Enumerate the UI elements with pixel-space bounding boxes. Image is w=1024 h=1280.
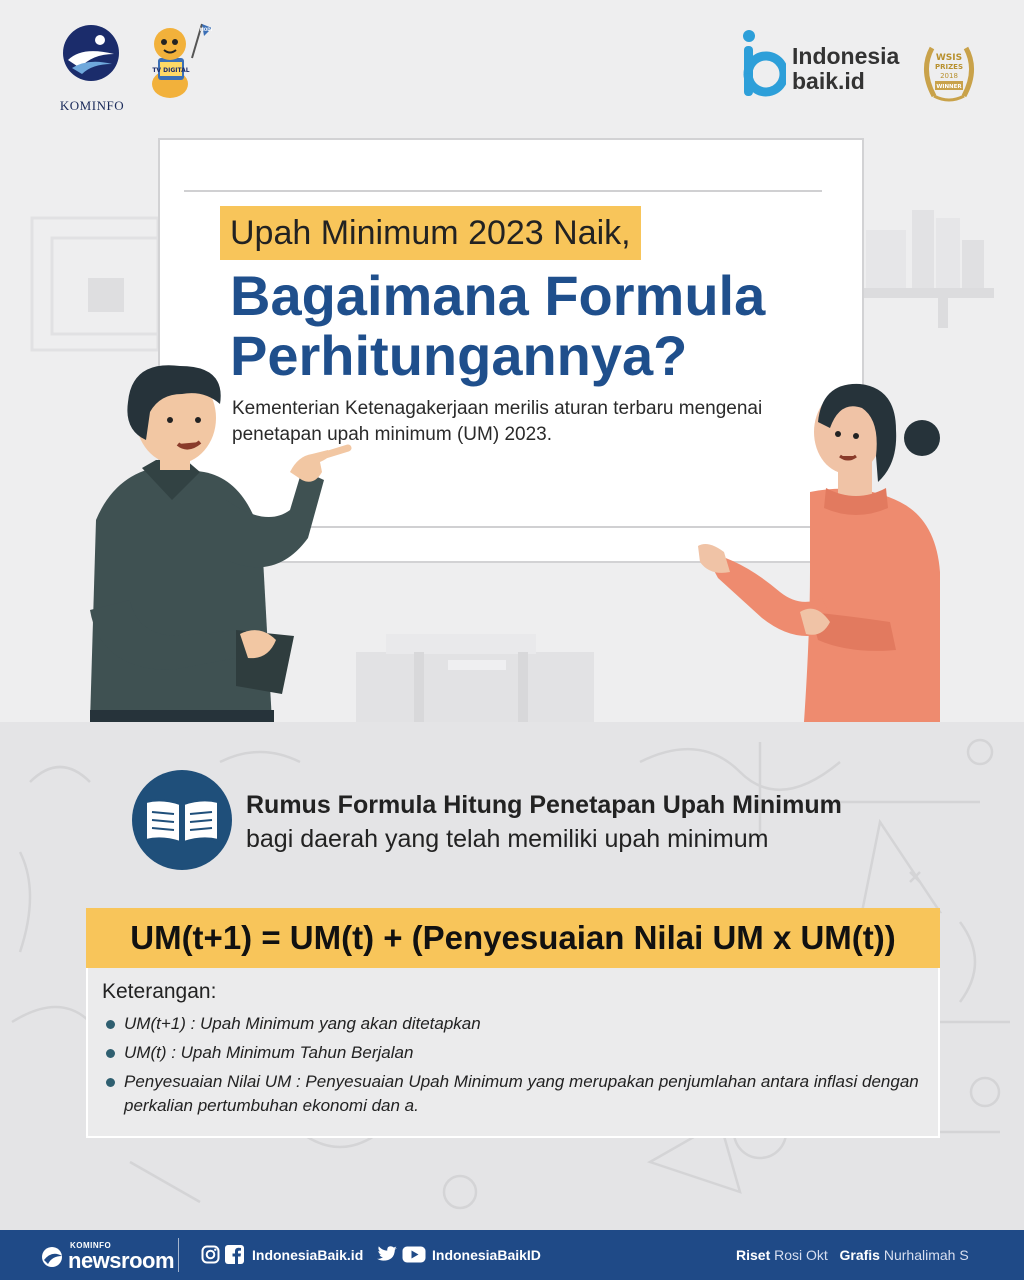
- footer-divider: [178, 1238, 179, 1272]
- youtube-icon[interactable]: [402, 1245, 426, 1264]
- brand-line-2: baik.id: [792, 68, 865, 94]
- mascot-screen-text: TV DIGITAL: [152, 67, 190, 74]
- bullet-icon: [106, 1049, 115, 1058]
- open-book-icon: [132, 770, 232, 870]
- newsroom-label: newsroom: [68, 1248, 175, 1273]
- formula-subheading: bagi daerah yang telah memiliki upah minimum: [246, 825, 769, 853]
- grafis-name: Nurhalimah S: [883, 1247, 969, 1263]
- kominfo-logo-icon: [62, 24, 120, 82]
- legend-item-text: UM(t) : Upah Minimum Tahun Berjalan: [124, 1043, 414, 1062]
- title-highlight: [220, 206, 641, 260]
- instagram-icon[interactable]: [201, 1245, 220, 1264]
- legend-item: [102, 1070, 922, 1118]
- page-subtitle: Kementerian Ketenagakerjaan merilis aturan terbaru mengenai penetapan upah minimum (UM) 2023.: [232, 398, 763, 445]
- mascot-icon: [140, 18, 212, 102]
- legend-item: [102, 1012, 922, 1036]
- kominfo-logo-group: [52, 18, 222, 113]
- legend-item-text: Penyesuaian Nilai UM : Penyesuaian Upah Minimum yang merupakan penjumlahan antara inflasi dengan perkalian pertumbuhan ekonomi dan a.: [124, 1072, 919, 1115]
- indonesiabaik-brand-text: [792, 44, 899, 94]
- page-title-line-1: Upah Minimum 2023 Naik,: [230, 214, 631, 252]
- twitter-icon[interactable]: [376, 1245, 398, 1264]
- bullet-icon: [106, 1078, 115, 1087]
- legend-item: [102, 1041, 922, 1065]
- social-handle-1[interactable]: IndonesiaBaik.id: [252, 1247, 364, 1263]
- social-handle-2[interactable]: IndonesiaBaikID: [432, 1247, 541, 1263]
- newsroom-small-label: KOMINFO: [70, 1241, 112, 1250]
- riset-label: Riset: [736, 1247, 771, 1263]
- riset-name: Rosi Okt: [774, 1247, 828, 1263]
- legend-list: [102, 1012, 922, 1123]
- indonesiabaik-logo-icon: [740, 28, 786, 100]
- award-line-3: 2018: [940, 72, 958, 80]
- award-line-1: WSIS: [935, 53, 963, 63]
- grafis-label: Grafis: [839, 1247, 880, 1263]
- woman-presenting-illustration: [690, 372, 960, 722]
- newsroom-logo-icon: [40, 1246, 64, 1268]
- footer-bar: [0, 1230, 1024, 1280]
- indonesiabaik-logo-group: [740, 26, 990, 110]
- formula-equation: UM(t+1) = UM(t) + (Penyesuaian Nilai UM x UM(t)): [86, 908, 940, 968]
- newsroom-logo: [40, 1238, 175, 1274]
- award-line-2: PRIZES: [934, 63, 964, 71]
- page-title-line-2: Bagaimana Formula Perhitungannya?: [230, 264, 766, 387]
- man-pointing-illustration: [76, 360, 376, 722]
- kominfo-label: KOMINFO: [59, 98, 125, 113]
- bullet-icon: [106, 1020, 115, 1029]
- wsis-laurel-icon: [918, 40, 980, 106]
- mascot-flag-text: MODI: [199, 27, 212, 32]
- award-line-4: WINNER: [936, 84, 962, 90]
- legend-item-text: UM(t+1) : Upah Minimum yang akan ditetapkan: [124, 1014, 481, 1033]
- facebook-icon[interactable]: [225, 1245, 244, 1264]
- formula-heading: Rumus Formula Hitung Penetapan Upah Minimum: [246, 791, 842, 819]
- brand-line-1: Indonesia: [792, 43, 900, 69]
- footer-credits: [736, 1245, 969, 1265]
- legend-title: Keterangan:: [102, 980, 217, 1003]
